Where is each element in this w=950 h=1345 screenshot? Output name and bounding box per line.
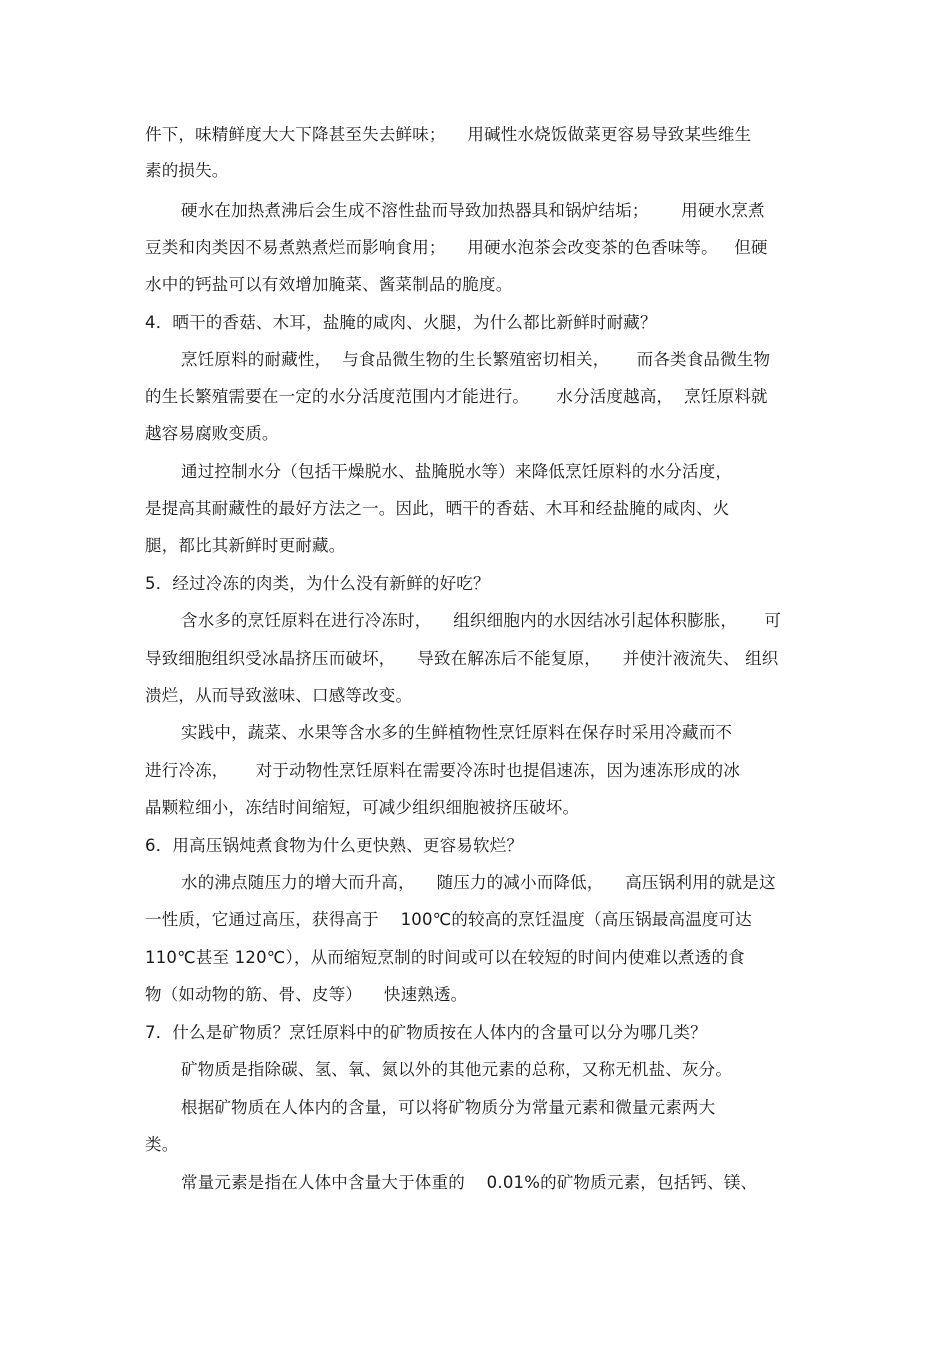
text-line: 腿，都比其新鲜时更耐藏。: [145, 536, 346, 555]
text-line: 越容易腐败变质。: [145, 424, 279, 443]
text-line: 豆类和肉类因不易煮熟煮烂而影响食用； 用硬水泡茶会改变茶的色香味等。 但硬: [145, 238, 768, 257]
question-heading: 5．经过冷冻的肉类，为什么没有新鲜的好吃？: [145, 574, 490, 593]
text-line: 水的沸点随压力的增大而升高， 随压力的减小而降低， 高压锅利用的就是这: [181, 873, 776, 892]
text-line: 的生长繁殖需要在一定的水分活度范围内才能进行。 水分活度越高， 烹饪原料就: [145, 387, 768, 406]
text-line: 通过控制水分（包括干燥脱水、盐腌脱水等）来降低烹饪原料的水分活度，: [181, 462, 733, 481]
text-line: 素的损失。: [145, 161, 229, 180]
text-line: 一性质，它通过高压，获得高于 100℃的较高的烹饪温度（高压锅最高温度可达: [145, 910, 753, 929]
text-line: 根据矿物质在人体内的含量，可以将矿物质分为常量元素和微量元素两大: [181, 1098, 716, 1117]
text-line: 烹饪原料的耐藏性， 与食品微生物的生长繁殖密切相关， 而各类食品微生物: [181, 350, 771, 369]
text-line: 件下，味精鲜度大大下降甚至失去鲜味； 用碱性水烧饭做菜更容易导致某些维生: [145, 125, 752, 144]
text-line: 类。: [145, 1135, 179, 1154]
text-line: 进行冷冻， 对于动物性烹饪原料在需要冷冻时也提倡速冻，因为速冻形成的冰: [145, 761, 741, 780]
text-line: 常量元素是指在人体中含量大于体重的 0.01%的矿物质元素，包括钙、镁、: [181, 1173, 758, 1192]
text-line: 水中的钙盐可以有效增加腌菜、酱菜制品的脆度。: [145, 275, 513, 294]
text-line: 含水多的烹饪原料在进行冷冻时， 组织细胞内的水因结冰引起体积膨胀， 可: [181, 611, 782, 630]
text-line: 110℃甚至 120℃），从而缩短烹制的时间或可以在较短的时间内使难以煮透的食: [145, 948, 745, 967]
text-line: 实践中，蔬菜、水果等含水多的生鲜植物性烹饪原料在保存时采用冷藏而不: [181, 723, 733, 742]
text-line: 硬水在加热煮沸后会生成不溶性盐而导致加热器具和锅炉结垢； 用硬水烹煮: [181, 201, 765, 220]
text-line: 物（如动物的筋、骨、皮等） 快速熟透。: [145, 985, 468, 1004]
text-line: 晶颗粒细小，冻结时间缩短，可减少组织细胞被挤压破坏。: [145, 798, 580, 817]
question-heading: 7．什么是矿物质？烹饪原料中的矿物质按在人体内的含量可以分为哪几类？: [145, 1023, 707, 1042]
question-heading: 6．用高压锅炖煮食物为什么更快熟、更容易软烂？: [145, 836, 524, 855]
text-line: 是提高其耐藏性的最好方法之一。因此，晒干的香菇、木耳和经盐腌的咸肉、火: [145, 499, 730, 518]
text-line: 导致细胞组织受冰晶挤压而破坏， 导致在解冻后不能复原， 并使汁液流失、 组织: [145, 649, 779, 668]
text-line: 溃烂，从而导致滋味、口感等改变。: [145, 686, 413, 705]
text-line: 矿物质是指除碳、氢、氧、氮以外的其他元素的总称，又称无机盐、灰分。: [181, 1060, 733, 1079]
question-heading: 4．晒干的香菇、木耳，盐腌的咸肉、火腿，为什么都比新鲜时耐藏？: [145, 313, 657, 332]
